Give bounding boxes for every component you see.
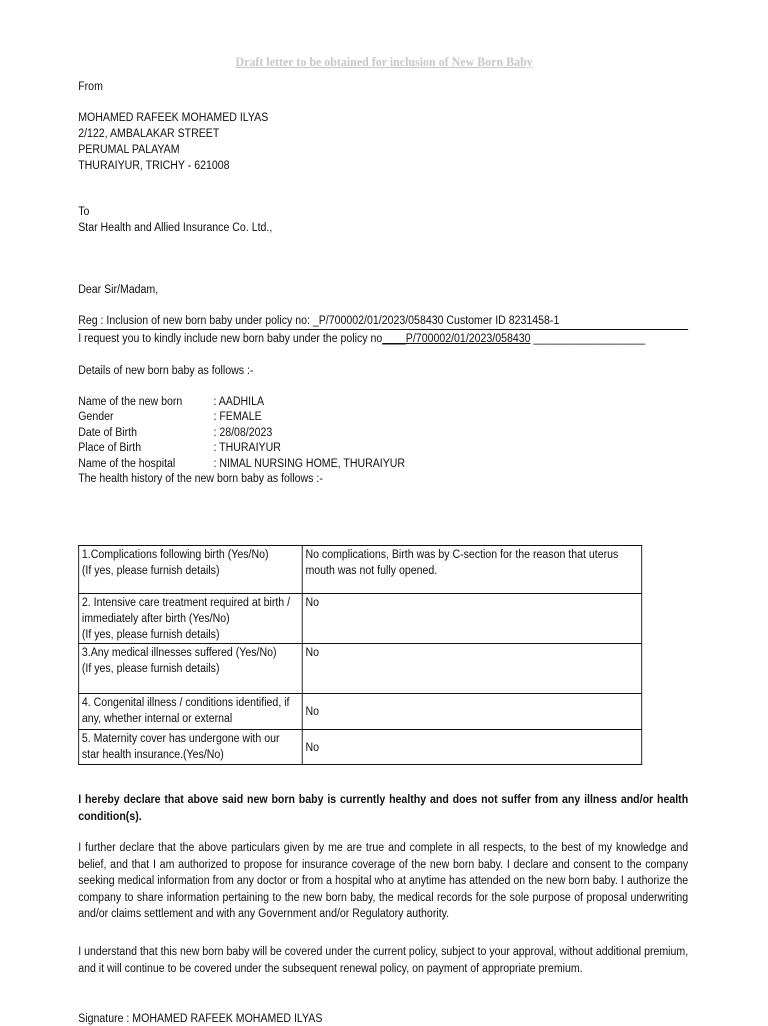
answer-cell: No — [302, 644, 641, 694]
detail-label-hospital: Name of the hospital — [78, 458, 176, 470]
salutation: Dear Sir/Madam, — [78, 284, 159, 296]
answer-cell: No complications, Birth was by C-section for the reason that uterus mouth was not fully opened. — [302, 546, 641, 594]
question-line: 5. Maternity cover has undergone with our — [81, 733, 280, 745]
request-line — [78, 332, 645, 346]
detail-value-hospital: : NIMAL NURSING HOME, THURAIYUR — [213, 458, 406, 470]
request-blank: ___________________ — [533, 333, 646, 345]
question-line: 2. Intensive care treatment required at birth / — [81, 597, 291, 609]
detail-label-dob: Date of Birth — [78, 427, 138, 439]
question-cell — [79, 594, 303, 644]
request-policy-no: ____P/700002/01/2023/058430 — [382, 333, 531, 345]
signature-line: Signature : MOHAMED RAFEEK MOHAMED ILYAS — [78, 1013, 323, 1025]
question-line: (If yes, please furnish details) — [81, 663, 220, 675]
detail-value-dob: : 28/08/2023 — [213, 427, 273, 439]
history-intro: The health history of the new born baby as follows :- — [78, 473, 323, 485]
question-line: immediately after birth (Yes/No) — [81, 613, 230, 625]
sender-address-line1: 2/122, AMBALAKAR STREET — [78, 128, 220, 140]
question-cell — [79, 644, 303, 694]
from-label: From — [78, 81, 103, 93]
detail-label-name: Name of the new born — [78, 396, 183, 408]
question-line: 4. Congenital illness / conditions identified, if — [81, 697, 290, 709]
answer-cell: No — [302, 594, 641, 644]
reg-line: Reg : Inclusion of new born baby under policy no: _P/700002/01/2023/058430 Customer ID 8231458-1 — [78, 315, 560, 327]
reg-underline — [78, 329, 688, 330]
detail-value-name: : AADHILA — [213, 396, 265, 408]
health-history-table — [78, 545, 642, 765]
sender-address-line2: PERUMAL PALAYAM — [78, 144, 180, 156]
detail-value-place: : THURAIYUR — [213, 442, 281, 454]
table-row — [79, 730, 642, 765]
question-cell — [79, 546, 303, 594]
question-line: 3.Any medical illnesses suffered (Yes/No) — [81, 647, 277, 659]
answer-cell: No — [302, 694, 641, 730]
question-line: 1.Complications following birth (Yes/No) — [81, 549, 269, 561]
declaration-paragraph-2: I understand that this new born baby will be covered under the current policy, subject to your approval, without additional premium, and it will continue to be covered under the subsequent renewal policy, on payment of appropriate premium. — [78, 946, 689, 975]
recipient-name: Star Health and Allied Insurance Co. Ltd., — [78, 222, 273, 234]
request-prefix: I request you to kindly include new born baby under the policy no — [78, 333, 383, 345]
sender-name: MOHAMED RAFEEK MOHAMED ILYAS — [78, 112, 269, 124]
question-cell — [79, 730, 303, 765]
table-row — [79, 546, 642, 594]
question-cell — [79, 694, 303, 730]
sender-address-line3: THURAIYUR, TRICHY - 621008 — [78, 160, 230, 172]
details-intro: Details of new born baby as follows :- — [78, 365, 254, 377]
declaration-paragraph-1: I further declare that the above particulars given by me are true and complete in all respects, to the best of my knowledge and belief, and that I am authorized to propose for insurance coverage of the new born baby. I declare and consent to the company seeking medical information from any doctor or from a hospital who at anytime has attended on the new born baby. I authorize the company to share information pertaining to the new born baby, the medical records for the sole purpose of proposal underwriting and/or claims settlement and with any Government and/or Regulatory authority. — [78, 842, 689, 920]
table-row — [79, 694, 642, 730]
detail-label-gender: Gender — [78, 411, 114, 423]
declaration-bold: I hereby declare that above said new born baby is currently healthy and does not suffer from any illness and/or health condition(s). — [78, 794, 689, 823]
detail-label-place: Place of Birth — [78, 442, 142, 454]
question-line: (If yes, please furnish details) — [81, 629, 220, 641]
to-label: To — [78, 206, 90, 218]
answer-cell: No — [302, 730, 641, 765]
table-row — [79, 594, 642, 644]
question-line: star health insurance.(Yes/No) — [81, 749, 224, 761]
table-row — [79, 644, 642, 694]
question-line: (If yes, please furnish details) — [81, 565, 220, 577]
letter-title: Draft letter to be obtained for inclusion of New Born Baby — [235, 54, 533, 69]
question-line: any, whether internal or external — [81, 713, 233, 725]
detail-value-gender: : FEMALE — [213, 411, 262, 423]
